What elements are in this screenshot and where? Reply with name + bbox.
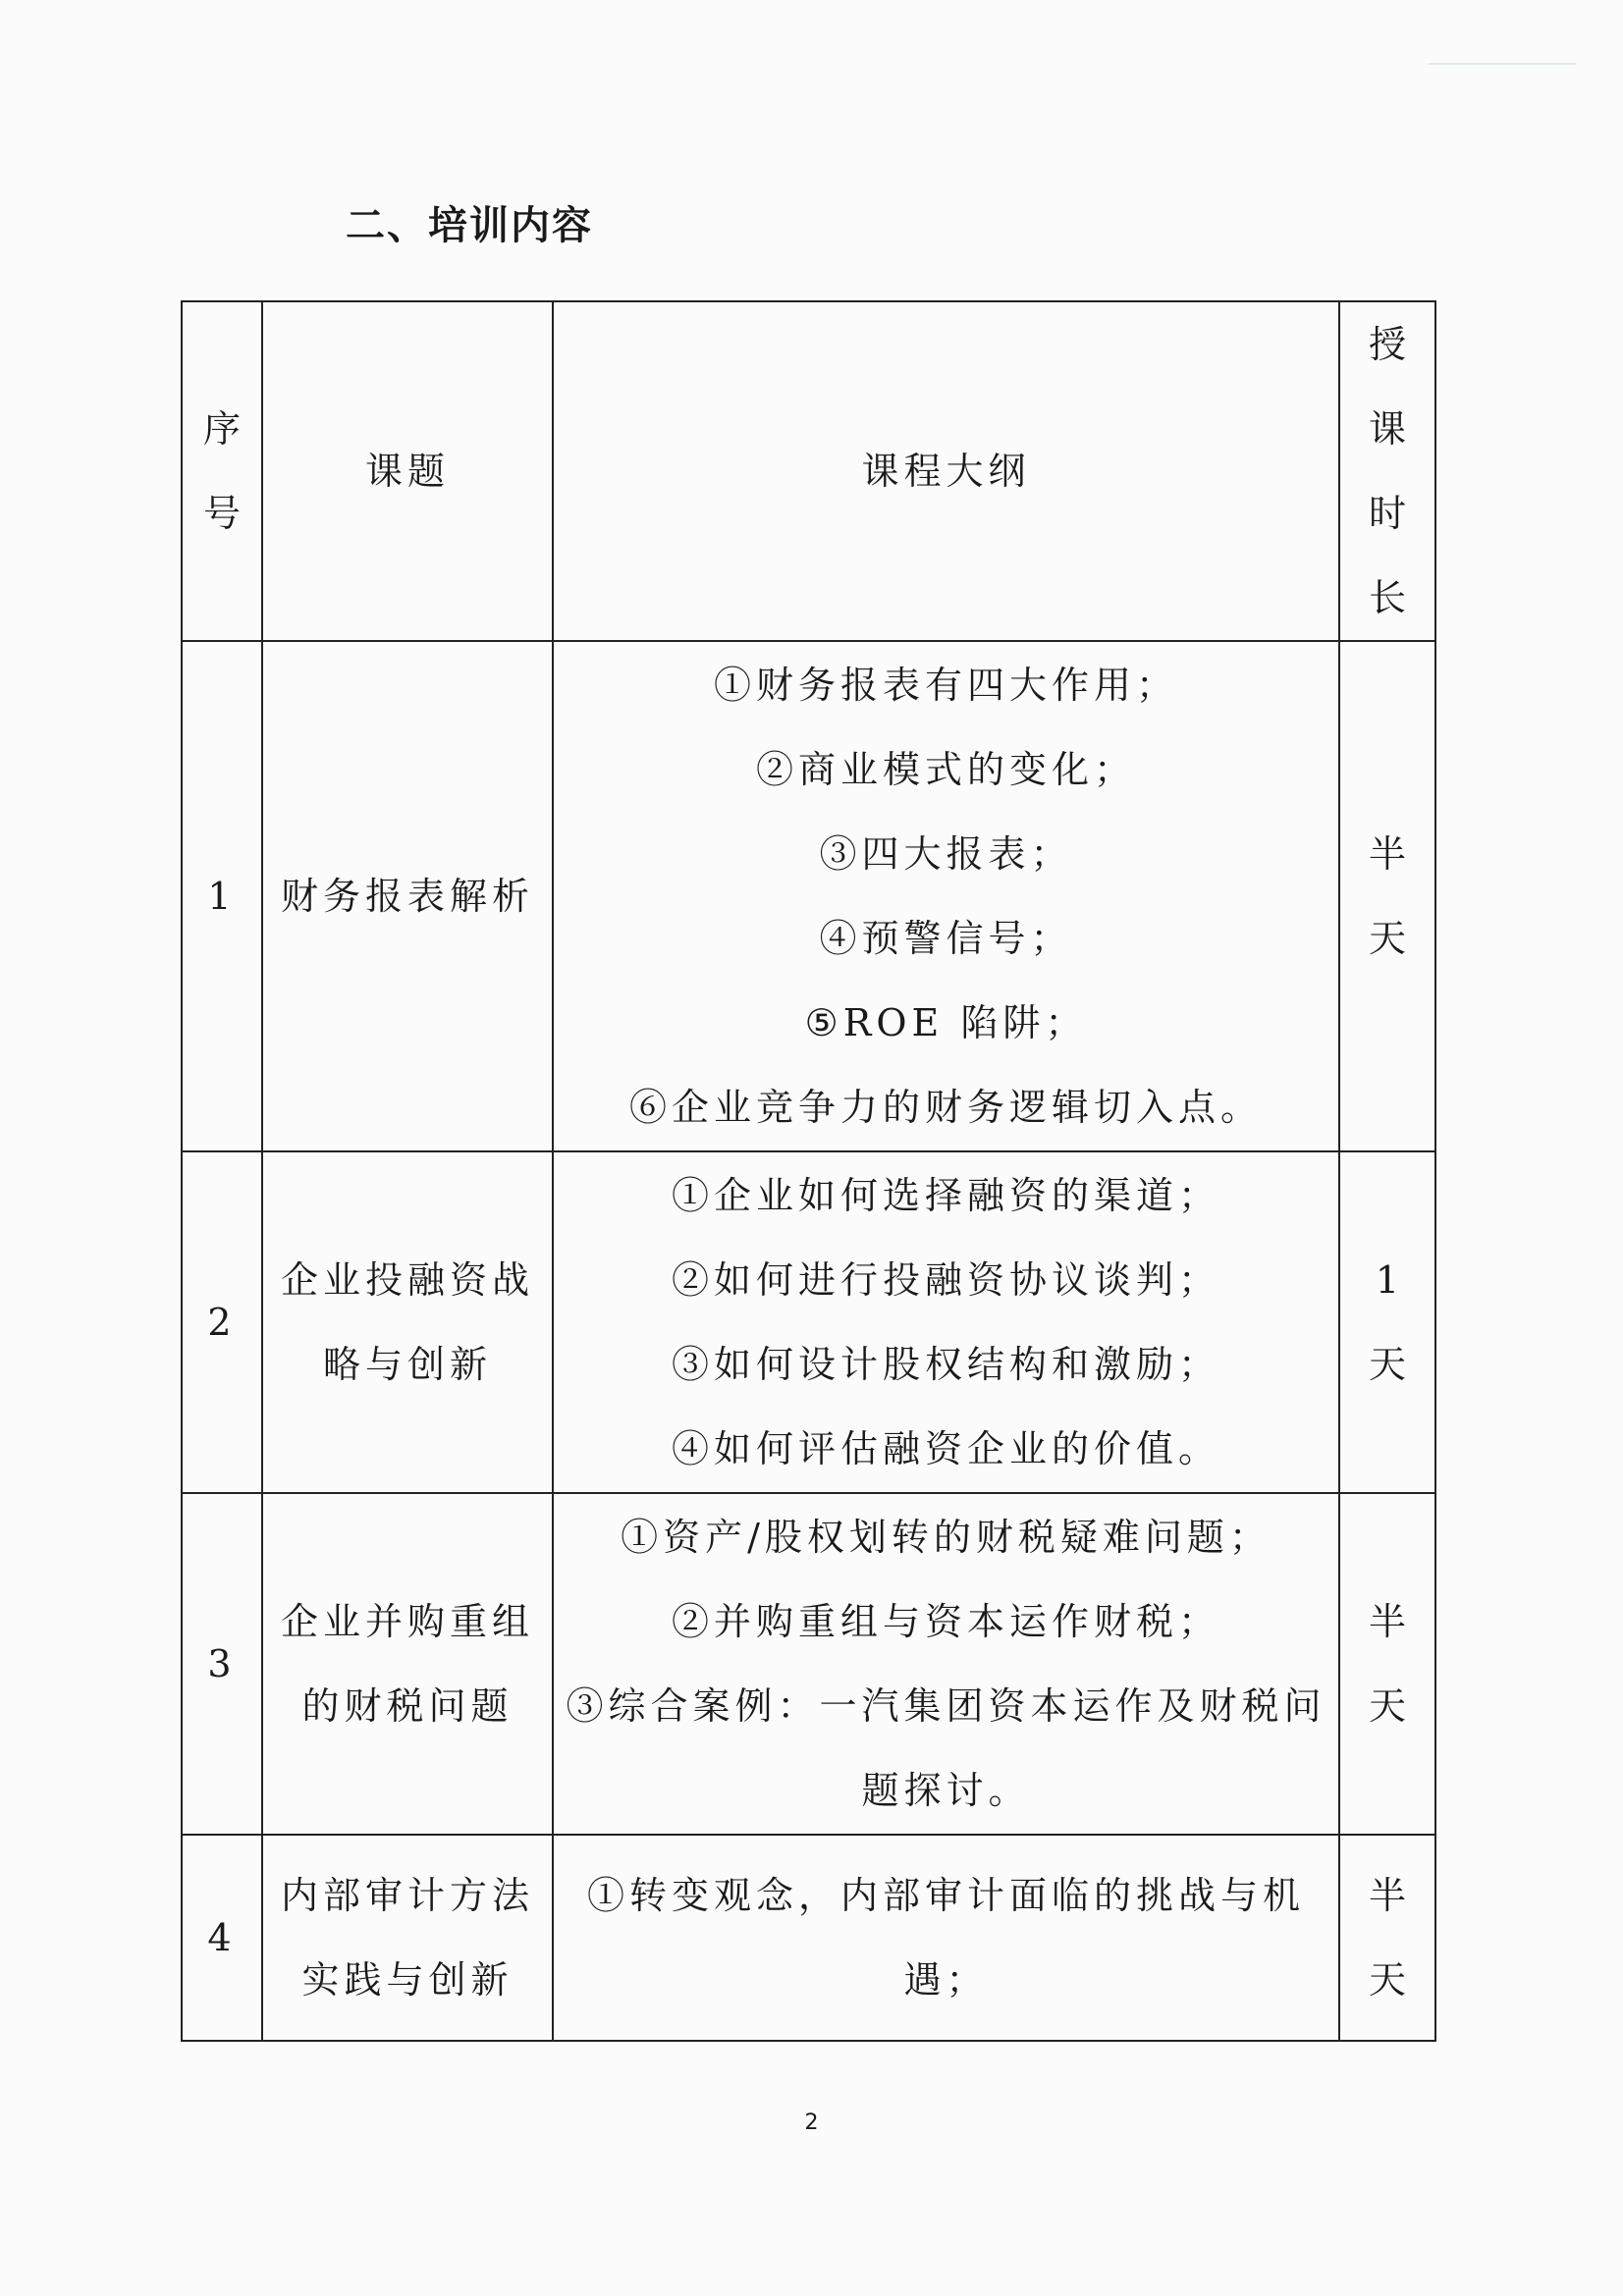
outline-item: ③四大报表； xyxy=(819,832,1073,876)
header-outline: 课程大纲 xyxy=(553,301,1339,641)
row-duration: 半天 xyxy=(1339,641,1435,1151)
row-no: 1 xyxy=(182,641,262,1151)
header-no: 序号 xyxy=(182,301,262,641)
table-row xyxy=(182,1835,1435,2041)
outline-item: ①资产/股权划转的财税疑难问题； xyxy=(621,1516,1271,1559)
row-duration: 半天 xyxy=(1339,1835,1435,2041)
row-no: 3 xyxy=(182,1493,262,1835)
row-title: 企业并购重组的财税问题 xyxy=(262,1493,553,1835)
row-outline xyxy=(553,641,1339,1151)
table-row xyxy=(182,1151,1435,1493)
table-row xyxy=(182,1493,1435,1835)
outline-item: ②如何进行投融资协议谈判； xyxy=(671,1258,1220,1302)
row-no: 4 xyxy=(182,1835,262,2041)
outline-item: ③综合案例：一汽集团资本运作及财税问题探讨。 xyxy=(566,1684,1326,1812)
outline-item: ⑥企业竞争力的财务逻辑切入点。 xyxy=(628,1086,1263,1129)
row-duration: 半天 xyxy=(1339,1493,1435,1835)
outline-item: ①企业如何选择融资的渠道； xyxy=(671,1174,1220,1217)
outline-item: ④如何评估融资企业的价值。 xyxy=(671,1427,1220,1470)
section-title: 二、培训内容 xyxy=(346,203,593,248)
page-number: 2 xyxy=(804,2110,819,2135)
row-title: 企业投融资战略与创新 xyxy=(262,1151,553,1493)
outline-item: ⑤ROE 陷阱； xyxy=(804,1001,1088,1044)
row-outline xyxy=(553,1493,1339,1835)
scan-edge-mark xyxy=(1429,63,1576,65)
row-title: 财务报表解析 xyxy=(262,641,553,1151)
outline-item: ③如何设计股权结构和激励； xyxy=(671,1343,1220,1386)
outline-item: ②商业模式的变化； xyxy=(755,748,1136,791)
course-table xyxy=(181,300,1436,2042)
outline-item: ②并购重组与资本运作财税； xyxy=(671,1600,1220,1643)
table-row xyxy=(182,641,1435,1151)
row-no: 2 xyxy=(182,1151,262,1493)
outline-item: ④预警信号； xyxy=(819,917,1073,960)
outline-item: ①财务报表有四大作用； xyxy=(713,664,1178,707)
header-duration: 授课时长 xyxy=(1339,301,1435,641)
row-outline xyxy=(553,1151,1339,1493)
row-duration: 1天 xyxy=(1339,1151,1435,1493)
outline-item: ①转变观念，内部审计面临的挑战与机遇； xyxy=(586,1874,1305,2002)
header-title: 课题 xyxy=(262,301,553,641)
table-header-row xyxy=(182,301,1435,641)
row-title: 内部审计方法实践与创新 xyxy=(262,1835,553,2041)
row-outline xyxy=(553,1835,1339,2041)
